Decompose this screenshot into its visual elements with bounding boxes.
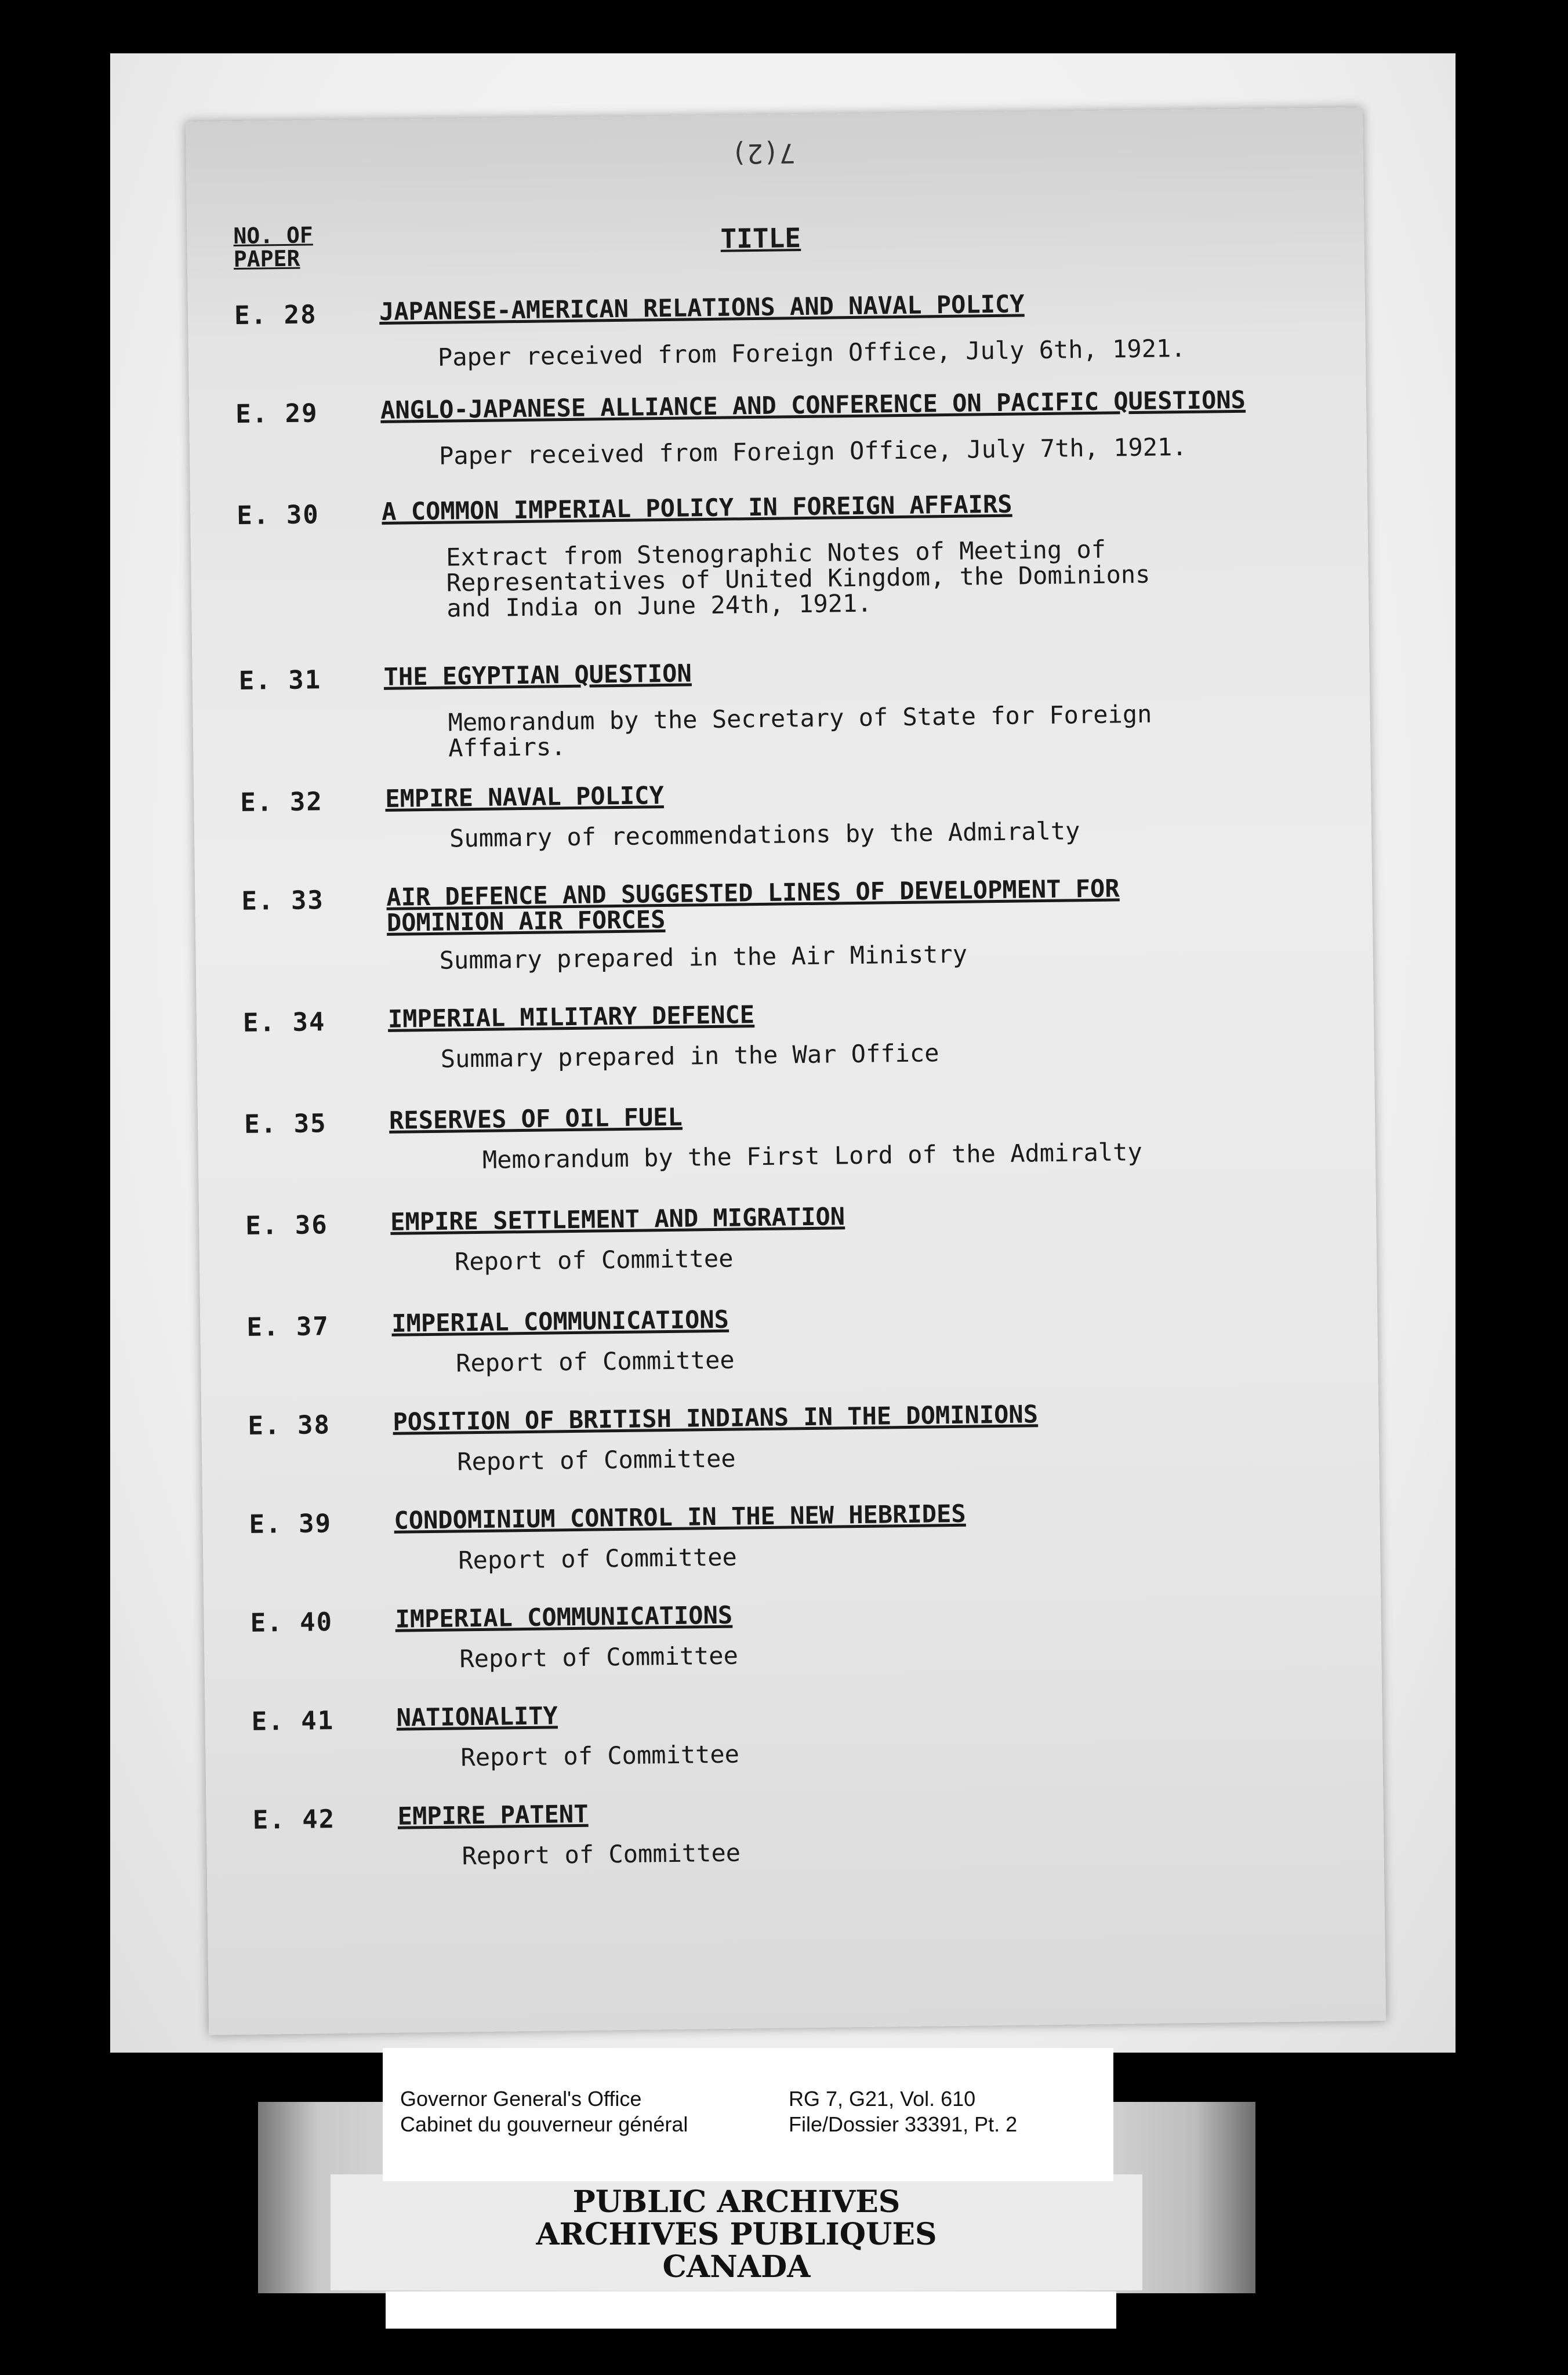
paper-entry [234,288,1336,372]
paper-number: E. 28 [234,300,317,331]
paper-title: EMPIRE PATENT [397,1799,589,1831]
paper-description: Report of Committee [458,1542,738,1575]
paper-entry [244,1096,1346,1174]
paper-description: Report of Committee [454,1244,734,1276]
paper-number: E. 38 [248,1410,331,1441]
paper-entry [249,1497,1351,1575]
paper-description: Memorandum by the Secretary of State for Foreign Affairs. [448,699,1152,762]
paper-description: Report of Committee [460,1740,740,1772]
archive-stamp-line: ARCHIVES PUBLIQUES [536,2217,937,2252]
record-group-volume: RG 7, G21, Vol. 610 [789,2087,976,2111]
paper-description: Summary of recommendations by the Admiralty [449,816,1080,853]
paper-entry [241,873,1343,975]
paper-description: Extract from Stenographic Notes of Meeting of Representatives of United Kingdom, the Dominions and India on June 24th, 1921. [445,535,1150,623]
paper-description: Summary prepared in the Air Ministry [439,939,968,975]
paper-number: E. 41 [251,1706,335,1737]
file-dossier-number: File/Dossier 33391, Pt. 2 [789,2112,1018,2136]
paper-description: Report of Committee [455,1345,735,1378]
paper-entry [236,488,1338,623]
paper-entry [246,1299,1348,1378]
column-header-title: TITLE [720,222,801,255]
page-number: 7(2) [731,137,796,170]
paper-title: ANGLO-JAPANESE ALLIANCE AND CONFERENCE ON PACIFIC QUESTIONS [380,385,1246,424]
paper-number: E. 32 [240,787,324,818]
paper-description: Paper received from Foreign Office, July 6th, 1921. [437,333,1186,372]
paper-title: RESERVES OF OIL FUEL [389,1102,683,1135]
paper-title: AIR DEFENCE AND SUGGESTED LINES OF DEVELOPMENT FOR DOMINION AIR FORCES [386,874,1120,937]
office-name-english: Governor General's Office [400,2087,642,2111]
paper-title: IMPERIAL COMMUNICATIONS [391,1305,729,1338]
paper-description: Memorandum by the First Lord of the Admiralty [482,1137,1143,1174]
archive-stamp-line: PUBLIC ARCHIVES [572,2184,901,2220]
paper-title: IMPERIAL COMMUNICATIONS [395,1600,733,1633]
paper-number: E. 31 [238,665,322,696]
archive-reference-label [383,2048,1113,2181]
paper-title: POSITION OF BRITISH INDIANS IN THE DOMINIONS [393,1400,1039,1436]
paper-entry [252,1792,1354,1871]
paper-description: Report of Committee [459,1641,739,1673]
paper-number: E. 30 [236,500,320,531]
paper-entry [248,1398,1349,1476]
record-reference-block [789,2086,1017,2137]
paper-entry [238,653,1340,762]
paper-description: Summary prepared in the War Office [440,1038,939,1073]
paper-description: Report of Committee [462,1838,741,1871]
paper-entry [250,1595,1352,1673]
office-name-block [400,2086,688,2137]
paper-title: NATIONALITY [396,1701,558,1732]
paper-number: E. 39 [249,1509,332,1539]
label-strip-bottom [386,2292,1116,2329]
paper-title: IMPERIAL MILITARY DEFENCE [387,1000,755,1033]
paper-number: E. 33 [241,885,325,916]
paper-entry [235,385,1337,470]
paper-entry [240,775,1342,853]
paper-number: E. 40 [250,1607,333,1638]
paper-number: E. 42 [252,1804,336,1835]
paper-entry [245,1198,1347,1276]
paper-number: E. 37 [246,1312,330,1342]
document-page [186,107,1386,2035]
paper-title: JAPANESE-AMERICAN RELATIONS AND NAVAL POLICY [379,289,1025,326]
paper-description: Paper received from Foreign Office, July 7th, 1921. [438,432,1187,470]
office-name-french: Cabinet du gouverneur général [400,2112,688,2136]
paper-number: E. 34 [242,1007,326,1038]
archive-stamp-line: CANADA [662,2249,811,2285]
archive-stamp [331,2186,1142,2283]
paper-entry [251,1694,1353,1772]
paper-title: EMPIRE SETTLEMENT AND MIGRATION [390,1202,845,1236]
paper-number: E. 36 [245,1210,329,1241]
paper-entry [242,995,1345,1073]
paper-description: Report of Committee [456,1444,736,1476]
paper-title: A COMMON IMPERIAL POLICY IN FOREIGN AFFAIRS [381,489,1012,526]
paper-title: THE EGYPTIAN QUESTION [383,659,692,691]
paper-number: E. 35 [244,1109,327,1139]
column-header-paper-number: NO. OF PAPER [233,222,313,273]
paper-title: EMPIRE NAVAL POLICY [384,781,664,813]
paper-title: CONDOMINIUM CONTROL IN THE NEW HEBRIDES [394,1499,966,1535]
paper-number: E. 29 [235,398,318,429]
